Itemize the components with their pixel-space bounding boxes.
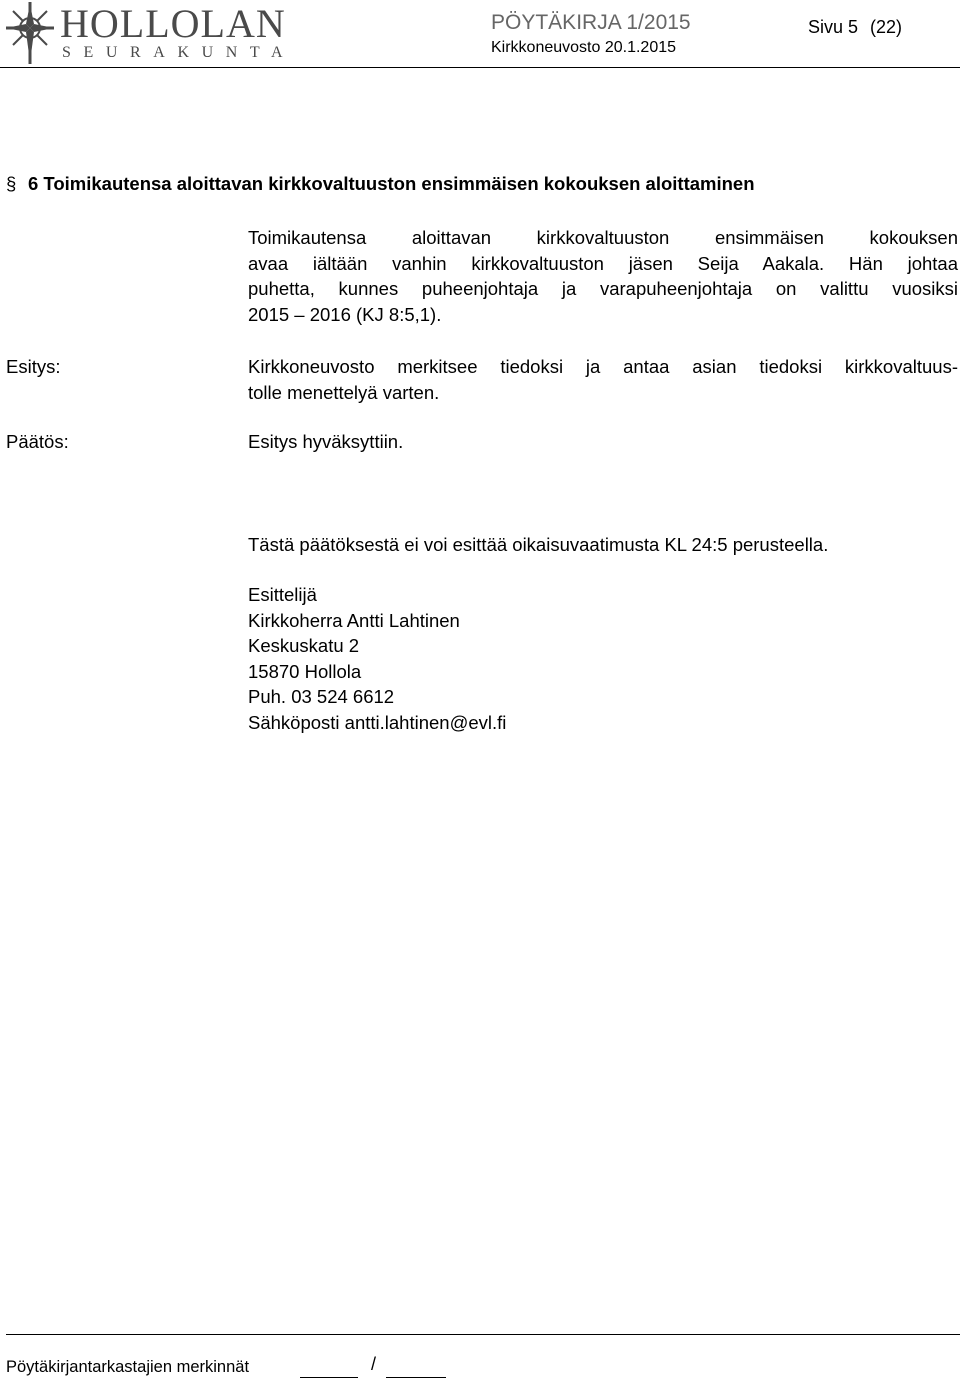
presenter-contact (248, 582, 506, 736)
intro-line: puhetta, kunnes puheenjohtaja ja varapuheenjohtaja on valittu vuosiksi (248, 278, 958, 300)
presenter-name: Kirkkoherra Antti Lahtinen (248, 609, 460, 631)
page-total: (22) (870, 17, 903, 37)
email-address: Sähköposti antti.lahtinen@evl.fi (248, 711, 507, 733)
section-heading (6, 172, 755, 196)
compass-star-emblem-icon (4, 2, 56, 64)
logo-name: HOLLOLAN (60, 1, 286, 46)
section-heading-text: 6 Toimikautensa aloittavan kirkkovaltuuston ensimmäisen kokouksen aloittaminen (28, 173, 755, 194)
intro-line: 2015 – 2016 (KJ 8:5,1). (248, 303, 442, 325)
decision-text: Esitys hyväksyttiin. (248, 431, 404, 452)
initials-separator: / (371, 1354, 377, 1374)
document-title: PÖYTÄKIRJA 1/2015 (491, 11, 691, 34)
logo-subtitle: SEURAKUNTA (62, 44, 296, 61)
initials-blank-2 (386, 1377, 446, 1378)
page-word: Sivu (808, 17, 844, 37)
intro-line: avaa iältään vanhin kirkkovaltuuston jäsen Seija Aakala. Hän johtaa (248, 252, 958, 274)
proposal-label: Esitys: (6, 356, 61, 377)
initials-blank-1 (300, 1377, 358, 1378)
page-number: 5 (848, 17, 859, 37)
meeting-date: Kirkkoneuvosto 20.1.2015 (491, 39, 677, 56)
proposal-line: tolle menettelyä varten. (248, 381, 440, 403)
appeal-notice: Tästä päätöksestä ei voi esittää oikaisuvaatimusta KL 24:5 perusteella. (248, 534, 829, 555)
footer-divider (6, 1334, 960, 1335)
phone-number: Puh. 03 524 6612 (248, 686, 395, 708)
section-sign-icon: § (6, 173, 17, 194)
organization-logo (4, 1, 296, 64)
proposal-line: Kirkkoneuvosto merkitsee tiedoksi ja antaa asian tiedoksi kirkkovaltuus- (248, 356, 958, 377)
street-address: Keskuskatu 2 (248, 635, 360, 657)
proposal-text (248, 354, 960, 405)
decision-label: Päätös: (6, 431, 69, 452)
header-divider (0, 67, 960, 68)
postal-address: 15870 Hollola (248, 660, 362, 682)
intro-paragraph (248, 225, 960, 327)
page-indicator (808, 16, 902, 38)
presenter-role: Esittelijä (248, 584, 317, 605)
footer-label: Pöytäkirjantarkastajien merkinnät (6, 1358, 250, 1376)
intro-line: Toimikautensa aloittavan kirkkovaltuuston ensimmäisen kokouksen (248, 227, 958, 248)
